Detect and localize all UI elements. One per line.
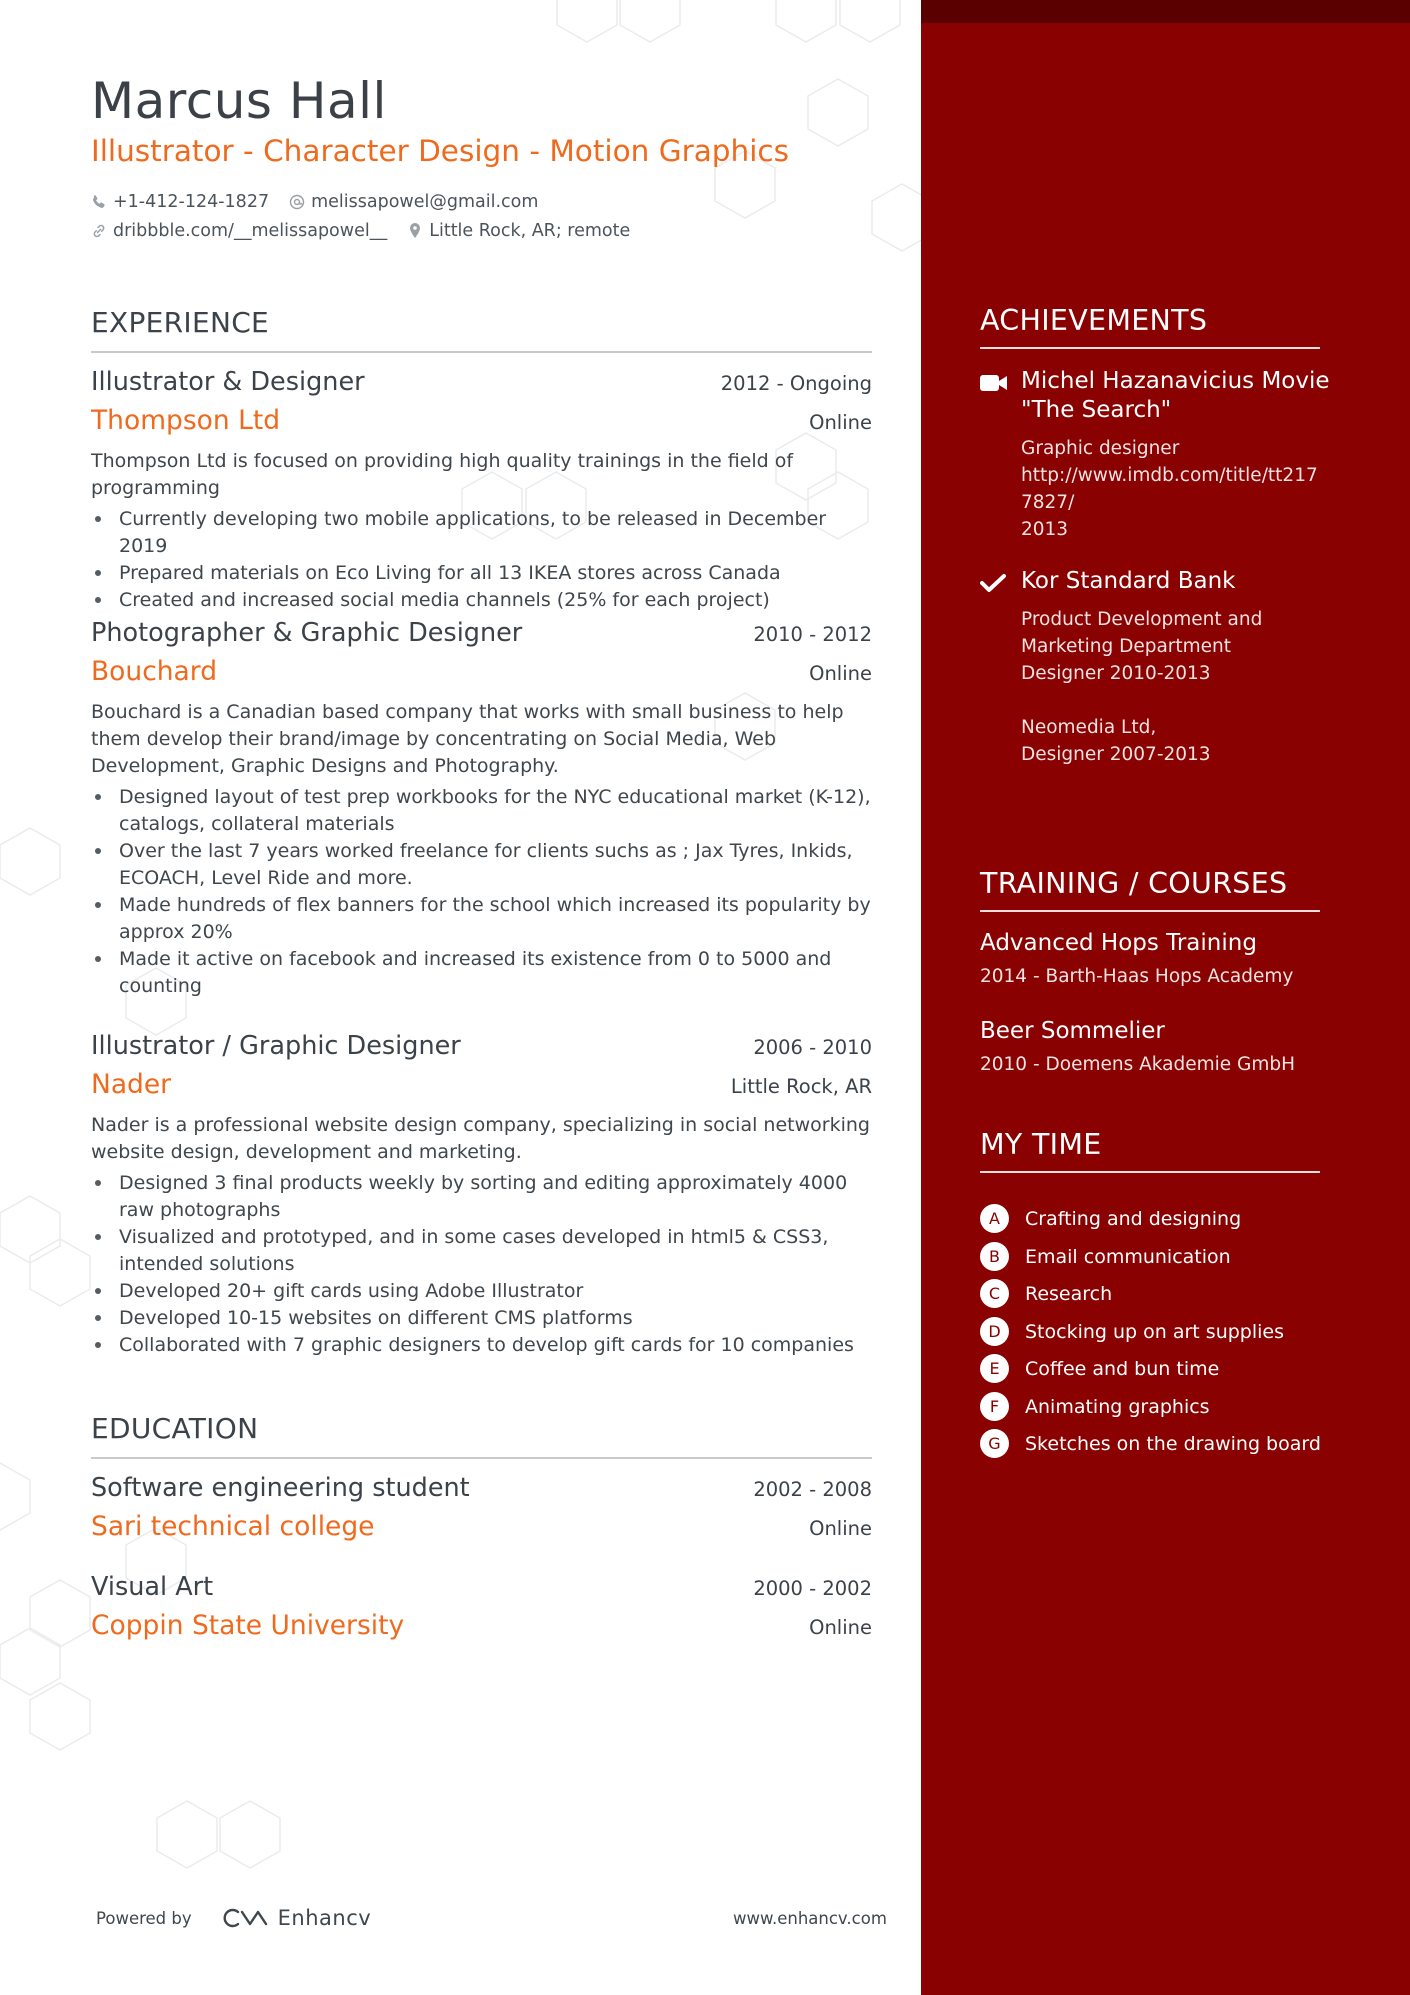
link-icon [91,223,107,239]
footer-url[interactable]: www.enhancv.com [733,1909,887,1928]
bullet-item: Designed 3 final products weekly by sorting and editing approximately 4000 raw photographs [119,1170,872,1224]
sidebar [921,0,1410,1995]
course-name: Beer Sommelier [980,1018,1165,1044]
time-item [980,1204,1241,1233]
company-name: Nader [91,1069,172,1100]
phone-text: +1-412-124-1827 [113,192,270,212]
time-label: Sketches on the drawing board [1025,1432,1321,1455]
bullet-item: Created and increased social media channels (25% for each project) [119,587,872,614]
contact-website[interactable] [91,221,387,241]
achievement-details: Graphic designer http://www.imdb.com/title/tt217 7827/ 2013 [1021,438,1318,540]
experience-entry [91,1031,872,1359]
bullet-item: Designed layout of test prep workbooks for the NYC educational market (K-12), catalogs, collateral materials [119,784,872,838]
contact-row-1 [91,192,558,212]
course-item [980,930,1360,987]
location-pin-icon [407,222,423,240]
time-letter-badge: A [980,1204,1009,1233]
achievements-section-title: ACHIEVEMENTS [980,304,1320,349]
enhancv-logo-icon [218,1906,270,1930]
achievement-list [91,506,872,614]
achievement-item [980,367,1360,543]
course-name: Advanced Hops Training [980,930,1257,956]
sidebar-top-bar [921,0,1410,23]
achievement-title: Michel Hazanavicius Movie "The Search" [1021,368,1330,423]
time-item [980,1429,1321,1458]
contact-location [407,221,630,241]
experience-entry [91,367,872,614]
checkmark-icon [980,573,1006,593]
course-item [980,1018,1360,1075]
my-time-section-title: MY TIME [980,1128,1320,1173]
achievement-title: Kor Standard Bank [1021,568,1236,594]
enhancv-brand[interactable]: Enhancv [277,1906,372,1930]
video-camera-icon [980,373,1008,393]
time-label: Coffee and bun time [1025,1357,1220,1380]
company-name: Bouchard [91,656,218,687]
course-meta: 2010 - Doemens Akademie GmbH [980,1054,1296,1075]
job-location: Little Rock, AR [730,1075,872,1098]
time-letter-badge: F [980,1392,1009,1421]
time-item [980,1242,1231,1271]
job-title: Illustrator & Designer [91,367,365,397]
email-text: melissapowel@gmail.com [311,192,539,212]
candidate-headline: Illustrator - Character Design - Motion Graphics [91,134,790,168]
time-label: Animating graphics [1025,1395,1210,1418]
bullet-item: Collaborated with 7 graphic designers to develop gift cards for 10 companies [119,1332,872,1359]
school-name: Sari technical college [91,1511,375,1542]
company-description: Thompson Ltd is focused on providing high quality trainings in the field of programming [91,450,794,499]
education-dates: 2000 - 2002 [753,1577,872,1600]
time-label: Stocking up on art supplies [1025,1320,1285,1343]
bullet-item: Visualized and prototyped, and in some cases developed in html5 & CSS3, intended solutions [119,1224,872,1278]
achievement-item [980,567,1360,768]
bullet-item: Developed 10-15 websites on different CMS platforms [119,1305,872,1332]
bullet-item: Made hundreds of flex banners for the school which increased its popularity by approx 20% [119,892,872,946]
time-letter-badge: G [980,1429,1009,1458]
job-dates: 2010 - 2012 [753,623,872,646]
job-title: Illustrator / Graphic Designer [91,1031,461,1061]
at-sign-icon [289,194,305,210]
company-description: Nader is a professional website design company, specializing in social networking website design, development and marketing. [91,1114,870,1163]
education-entry [91,1473,872,1542]
experience-entry [91,618,872,1000]
footer-powered-by [96,1906,371,1930]
company-name: Thompson Ltd [91,405,281,436]
time-label: Research [1025,1282,1113,1305]
location-text: Little Rock, AR; remote [429,221,631,241]
time-letter-badge: E [980,1354,1009,1383]
time-item [980,1317,1284,1346]
bullet-item: Over the last 7 years worked freelance for clients suchs as ; Jax Tyres, Inkids, ECOACH, Level Ride and more. [119,838,872,892]
school-name: Coppin State University [91,1610,405,1641]
candidate-name: Marcus Hall [91,72,387,130]
time-letter-badge: D [980,1317,1009,1346]
job-dates: 2012 - Ongoing [720,372,872,395]
education-entry [91,1572,872,1641]
contact-email[interactable] [289,192,538,212]
degree-title: Visual Art [91,1572,214,1602]
job-location: Online [809,662,872,685]
time-letter-badge: B [980,1242,1009,1271]
time-letter-badge: C [980,1279,1009,1308]
training-section-title: TRAINING / COURSES [980,867,1320,912]
achievement-list [91,1170,872,1359]
contact-phone[interactable] [91,192,269,212]
achievement-details: Product Development and Marketing Department Designer 2010-2013 Neomedia Ltd, Designer 2007-2013 [1021,609,1263,765]
job-location: Online [809,411,872,434]
degree-title: Software engineering student [91,1473,470,1503]
contact-row-2 [91,221,650,241]
education-dates: 2002 - 2008 [753,1478,872,1501]
time-item [980,1354,1219,1383]
bullet-item: Developed 20+ gift cards using Adobe Illustrator [119,1278,872,1305]
course-meta: 2014 - Barth-Haas Hops Academy [980,966,1294,987]
time-item [980,1392,1210,1421]
time-label: Email communication [1025,1245,1231,1268]
job-title: Photographer & Graphic Designer [91,618,523,648]
achievement-list [91,784,872,1000]
bullet-item: Prepared materials on Eco Living for all 13 IKEA stores across Canada [119,560,872,587]
powered-by-label: Powered by [96,1908,192,1928]
experience-section-title: EXPERIENCE [91,306,872,353]
phone-icon [91,194,107,210]
bullet-item: Made it active on facebook and increased its existence from 0 to 5000 and counting [119,946,872,1000]
education-location: Online [809,1616,872,1639]
company-description: Bouchard is a Canadian based company that works with small business to help them develop their brand/image by concentrating on Social Media, Web Development, Graphic Designs and Photography. [91,701,844,777]
education-section-title: EDUCATION [91,1412,872,1459]
education-location: Online [809,1517,872,1540]
job-dates: 2006 - 2010 [753,1036,872,1059]
bullet-item: Currently developing two mobile applications, to be released in December 2019 [119,506,872,560]
time-label: Crafting and designing [1025,1207,1242,1230]
time-item [980,1279,1112,1308]
website-text: dribbble.com/__melissapowel__ [113,221,388,241]
